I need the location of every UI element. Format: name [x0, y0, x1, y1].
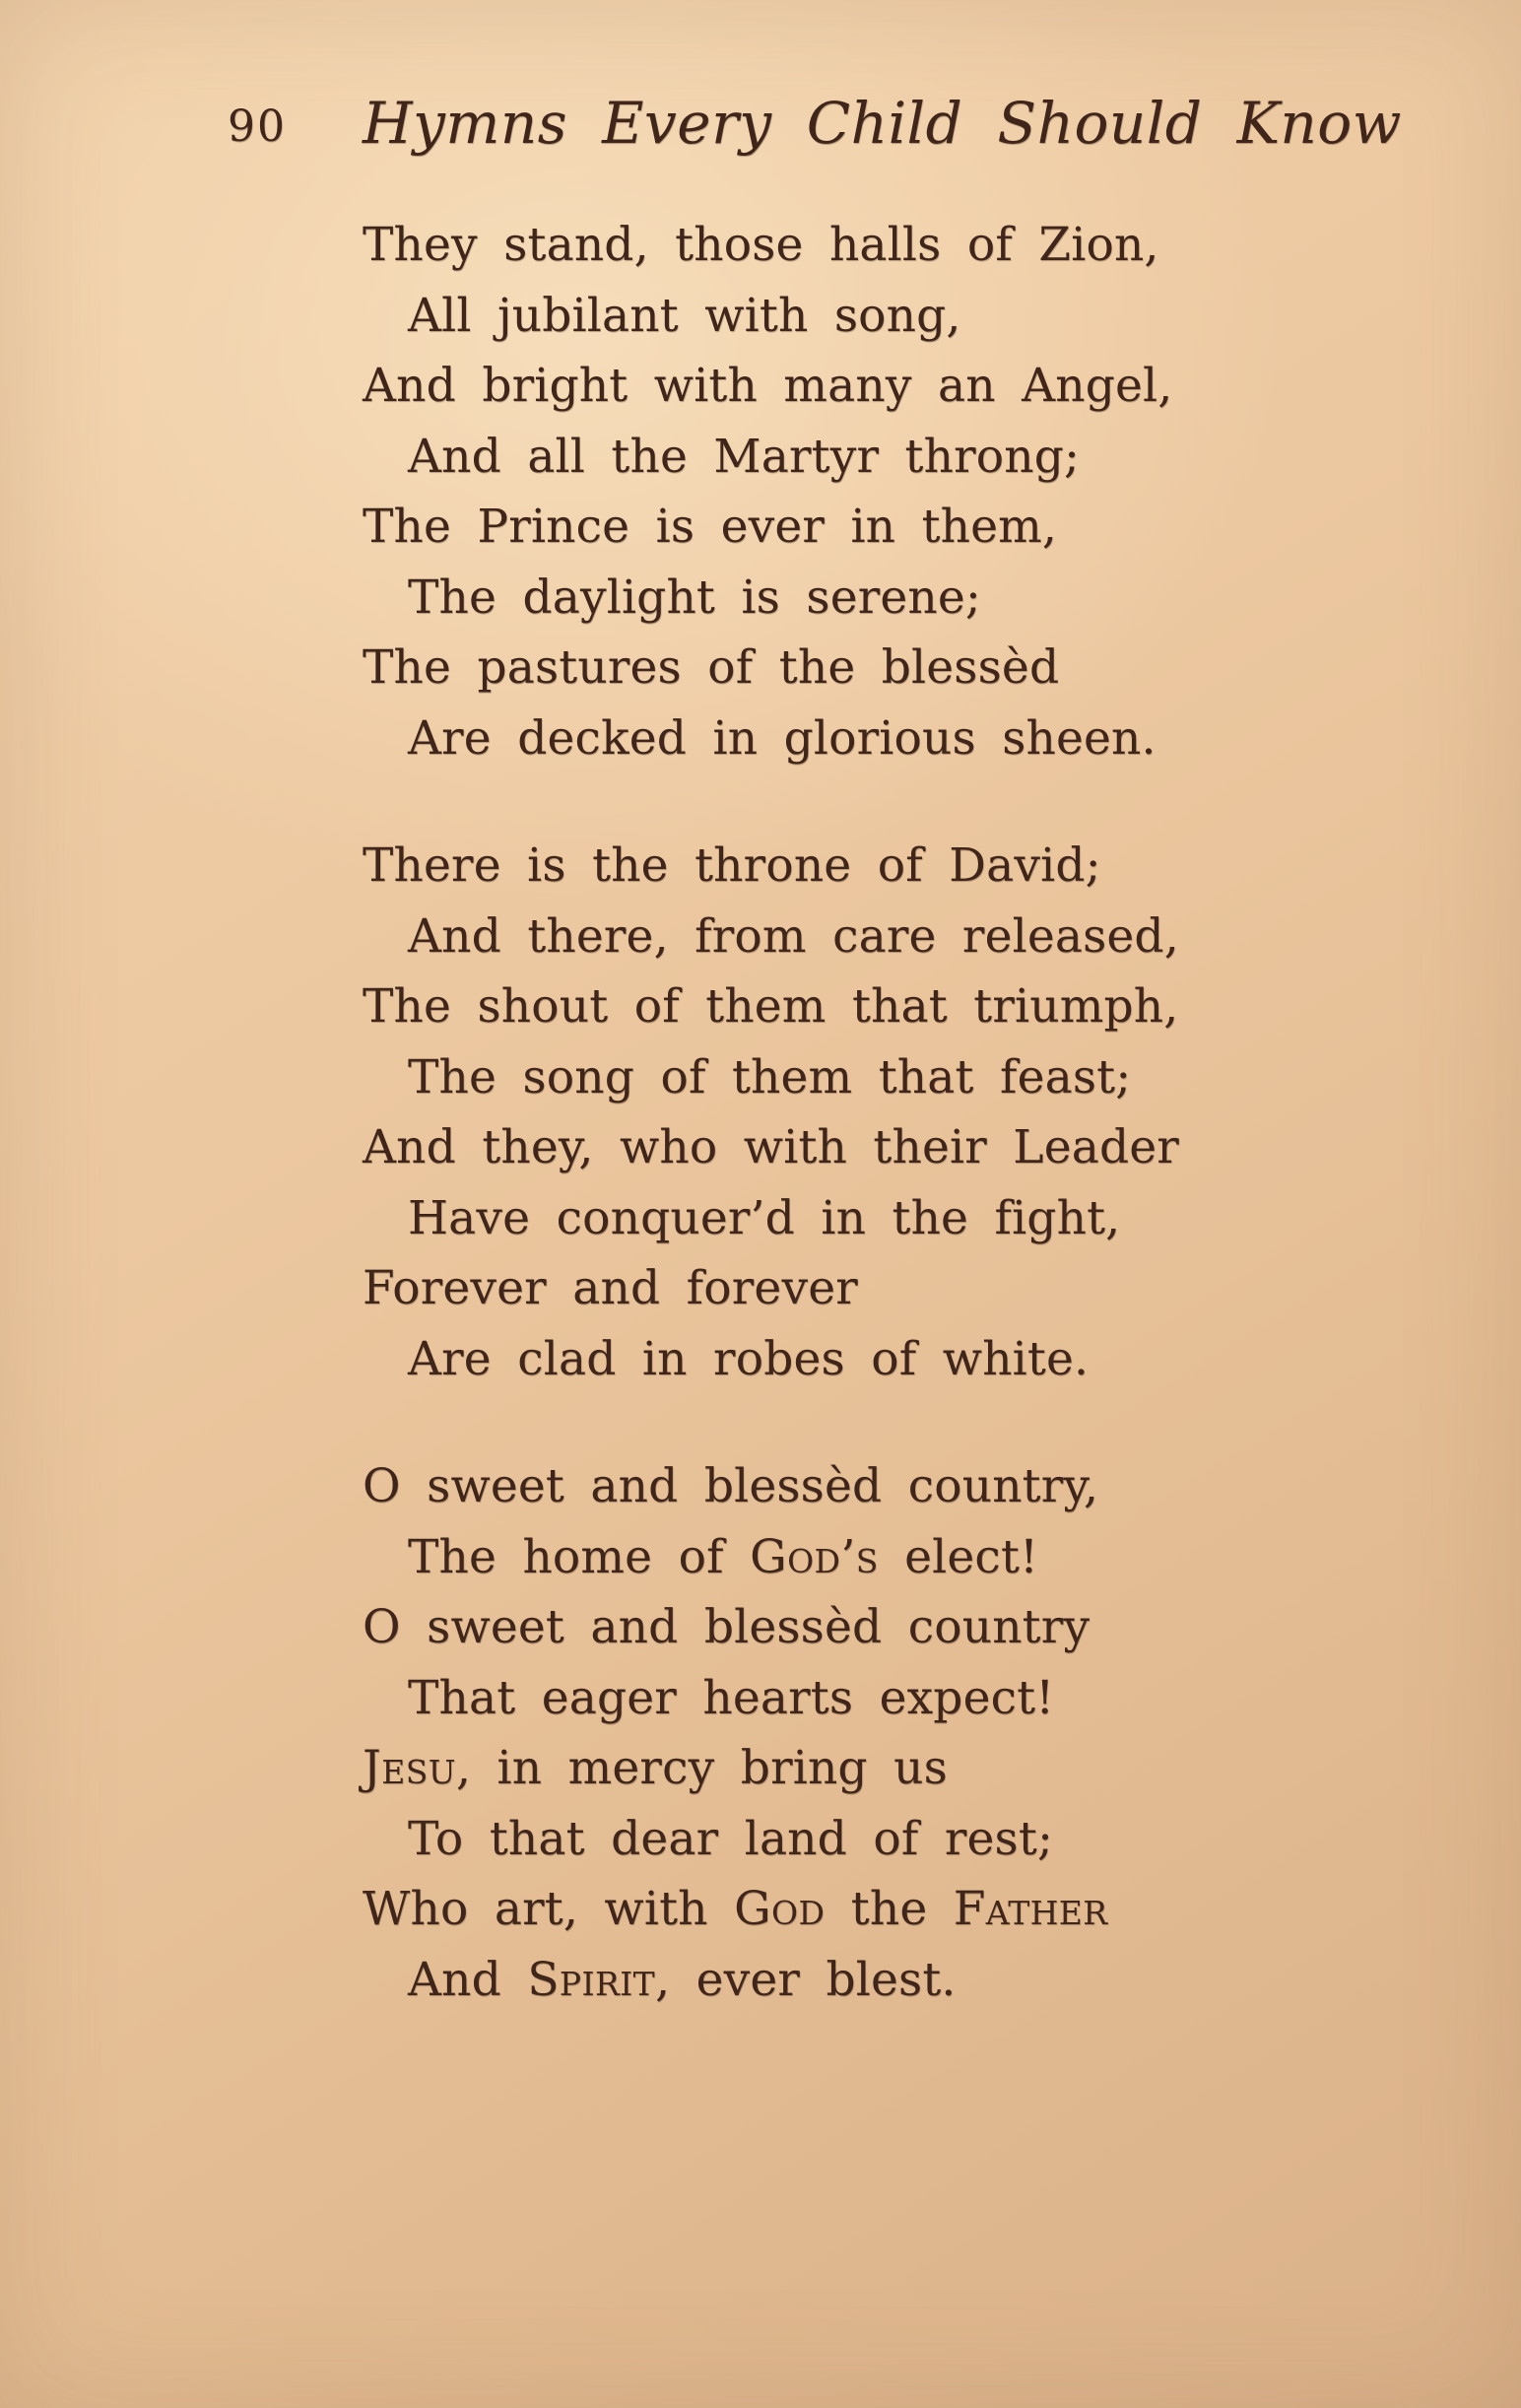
poem-line-text: , ever blest. [655, 1952, 957, 2007]
poem-line [363, 971, 1462, 1042]
poem-line-text: That eager hearts expect! [408, 1670, 1055, 1725]
poem-line [363, 1874, 1462, 1945]
small-caps-text: Spirit [527, 1952, 656, 2007]
poem-line-text: There is the throne of David; [363, 838, 1101, 893]
small-caps-text: Jesu [363, 1741, 456, 1795]
small-caps-text: God [734, 1882, 826, 1936]
poem-line [408, 1804, 1462, 1875]
poem-line [363, 1112, 1462, 1183]
poem-line [363, 1253, 1462, 1324]
poem-line-text: elect! [878, 1529, 1039, 1584]
poem-line-text: And there, from care released, [408, 908, 1179, 964]
poem-line-text: The home of [408, 1529, 751, 1584]
poem-line-text: the [825, 1882, 954, 1936]
poem-line-text: The pastures of the blessèd [363, 640, 1060, 695]
small-caps-text: God’s [750, 1529, 879, 1584]
stanza [363, 210, 1462, 773]
running-header [0, 90, 1521, 164]
poem-line-text: The song of them that feast; [408, 1049, 1132, 1104]
poem-line-text: They stand, those halls of Zion, [363, 218, 1159, 272]
poem-line [408, 563, 1462, 634]
poem-line [408, 902, 1462, 972]
poem-line [408, 1324, 1462, 1395]
poem-line [408, 1042, 1462, 1113]
poem-line [363, 1451, 1462, 1522]
poem-line [363, 210, 1462, 281]
page-number: 90 [228, 101, 287, 152]
poem-line [408, 422, 1462, 493]
small-caps-text: Father [953, 1882, 1108, 1936]
running-header-title: Hymns Every Child Should Know [363, 90, 1402, 157]
poem-line [363, 831, 1462, 902]
poem-line-text: , in mercy bring us [455, 1741, 948, 1795]
poem-line [408, 1945, 1462, 2016]
poem-line-text: O sweet and blessèd country [363, 1600, 1091, 1654]
poem-line [408, 1183, 1462, 1254]
poem-line-text: The shout of them that triumph, [363, 979, 1179, 1034]
stanza [363, 1451, 1462, 2015]
poem-line [363, 492, 1462, 563]
poem-line-text: Are clad in robes of white. [408, 1331, 1090, 1386]
poem-line-text: O sweet and blessèd country, [363, 1459, 1099, 1513]
poem-line-text: And [408, 1952, 528, 2007]
poem-line [408, 281, 1462, 352]
poem-line-text: And all the Martyr throng; [408, 429, 1081, 484]
poem-line [363, 1592, 1462, 1663]
poem-line [408, 1663, 1462, 1734]
hymn-poem [363, 210, 1462, 2015]
poem-line-text: The daylight is serene; [408, 569, 981, 625]
poem-line [408, 1522, 1462, 1593]
poem-line [363, 633, 1462, 703]
poem-line-text: Forever and forever [363, 1261, 858, 1315]
poem-line-text: To that dear land of rest; [408, 1811, 1053, 1866]
poem-line [408, 703, 1462, 774]
poem-line-text: All jubilant with song, [408, 288, 961, 343]
poem-line-text: The Prince is ever in them, [363, 500, 1058, 554]
poem-line-text: Who art, with [363, 1882, 735, 1936]
stanza [363, 831, 1462, 1394]
poem-line-text: And they, who with their Leader [363, 1120, 1179, 1174]
poem-line-text: Have conquer’d in the fight, [408, 1190, 1121, 1245]
poem-line [363, 351, 1462, 422]
poem-line [363, 1733, 1462, 1804]
poem-line-text: And bright with many an Angel, [363, 359, 1173, 413]
poem-line-text: Are decked in glorious sheen. [408, 710, 1157, 766]
